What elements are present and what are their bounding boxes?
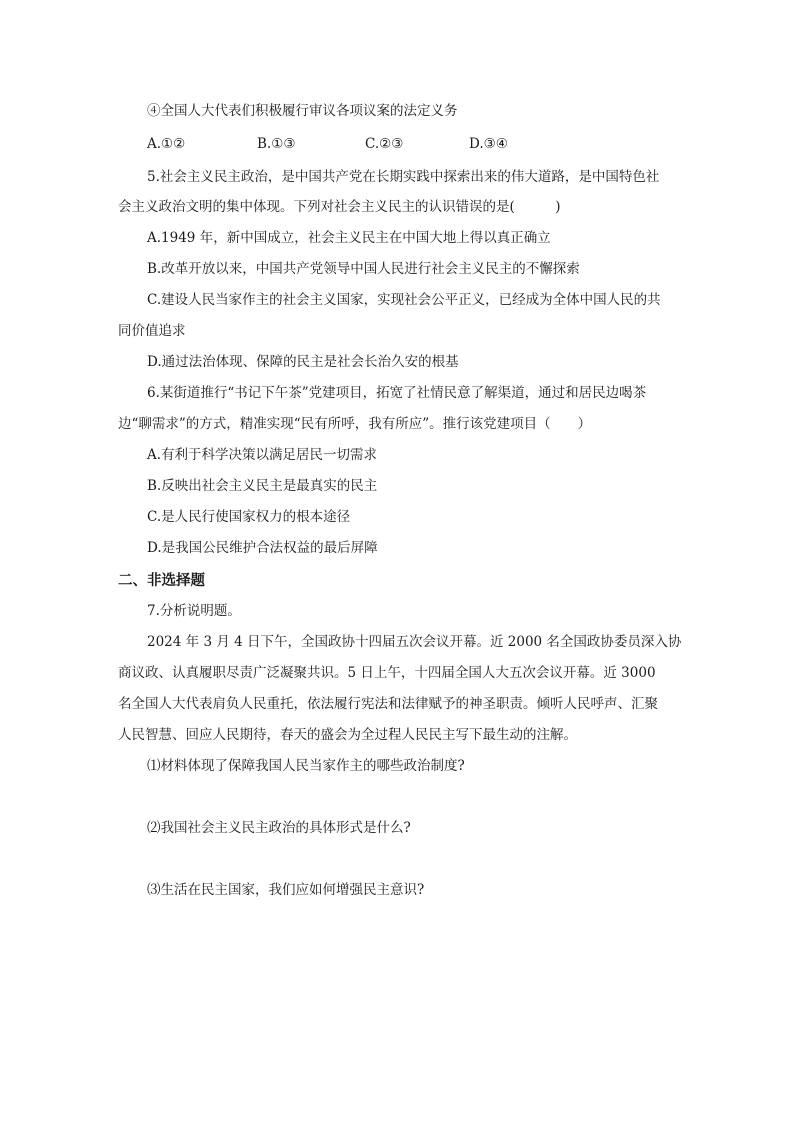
q4-option-b: B.①③ bbox=[257, 136, 296, 152]
q6-stem-line2: 边“聊需求”的方式，精准实现“民有所呼，我有所应”。推行该党建项目（ ） bbox=[118, 416, 592, 432]
q5-stem-line2: 会主义政治文明的集中体现。下列对社会主义民主的认识错误的是( ) bbox=[118, 199, 561, 215]
q7-sub-question-1: ⑴材料体现了保障我国人民当家作主的哪些政治制度? bbox=[147, 758, 465, 774]
q4-option-a: A.①② bbox=[147, 136, 186, 152]
q4-statement-4: ④全国人大代表们积极履行审议各项议案的法定义务 bbox=[147, 103, 458, 119]
q7-title: 7.分析说明题。 bbox=[147, 603, 241, 619]
q6-stem-line1: 6.某街道推行“书记下午茶”党建项目，拓宽了社情民意了解渠道，通过和居民边喝茶 bbox=[147, 385, 647, 401]
q5-option-d: D.通过法治体现、保障的民主是社会长治久安的根基 bbox=[147, 354, 459, 370]
q5-option-a: A.1949 年，新中国成立，社会主义民主在中国大地上得以真正确立 bbox=[147, 230, 551, 246]
section-heading-non-choice: 二、非选择题 bbox=[118, 573, 205, 589]
q7-sub-question-2: ⑵我国社会主义民主政治的具体形式是什么? bbox=[147, 820, 411, 836]
q7-material-line3: 名全国人大代表肩负人民重托，依法履行宪法和法律赋予的神圣职责。倾听人民呼声、汇聚 bbox=[118, 696, 658, 712]
q6-option-c: C.是人民行使国家权力的根本途径 bbox=[147, 509, 351, 525]
q7-material-line2: 商议政、认真履职尽责广泛凝聚共识。5 日上午，十四届全国人大五次会议开幕。近 3000 bbox=[118, 665, 656, 681]
q6-option-d: D.是我国公民维护合法权益的最后屏障 bbox=[147, 540, 378, 556]
q5-option-c-line1: C.建设人民当家作主的社会主义国家，实现社会公平正义，已经成为全体中国人民的共 bbox=[147, 292, 661, 308]
q5-option-c-line2: 同价值追求 bbox=[118, 323, 186, 339]
q4-options bbox=[147, 136, 692, 152]
q5-stem-line1: 5.社会主义民主政治，是中国共产党在长期实践中探索出来的伟大道路，是中国特色社 bbox=[147, 169, 660, 185]
q5-option-b: B.改革开放以来，中国共产党领导中国人民进行社会主义民主的不懈探索 bbox=[147, 261, 580, 277]
q6-option-b: B.反映出社会主义民主是最真实的民主 bbox=[147, 478, 378, 494]
q7-sub-question-3: ⑶生活在民主国家，我们应如何增强民主意识? bbox=[147, 882, 425, 898]
q6-option-a: A.有利于科学决策以满足居民一切需求 bbox=[147, 447, 378, 463]
q4-option-d: D.③④ bbox=[469, 136, 508, 152]
q7-material-line1: 2024 年 3 月 4 日下午，全国政协十四届五次会议开幕。近 2000 名全国政协委员深入协 bbox=[147, 634, 682, 650]
q4-option-c: C.②③ bbox=[365, 136, 404, 152]
q7-material-line4: 人民智慧、回应人民期待，春天的盛会为全过程人民民主写下最生动的注解。 bbox=[118, 727, 577, 743]
